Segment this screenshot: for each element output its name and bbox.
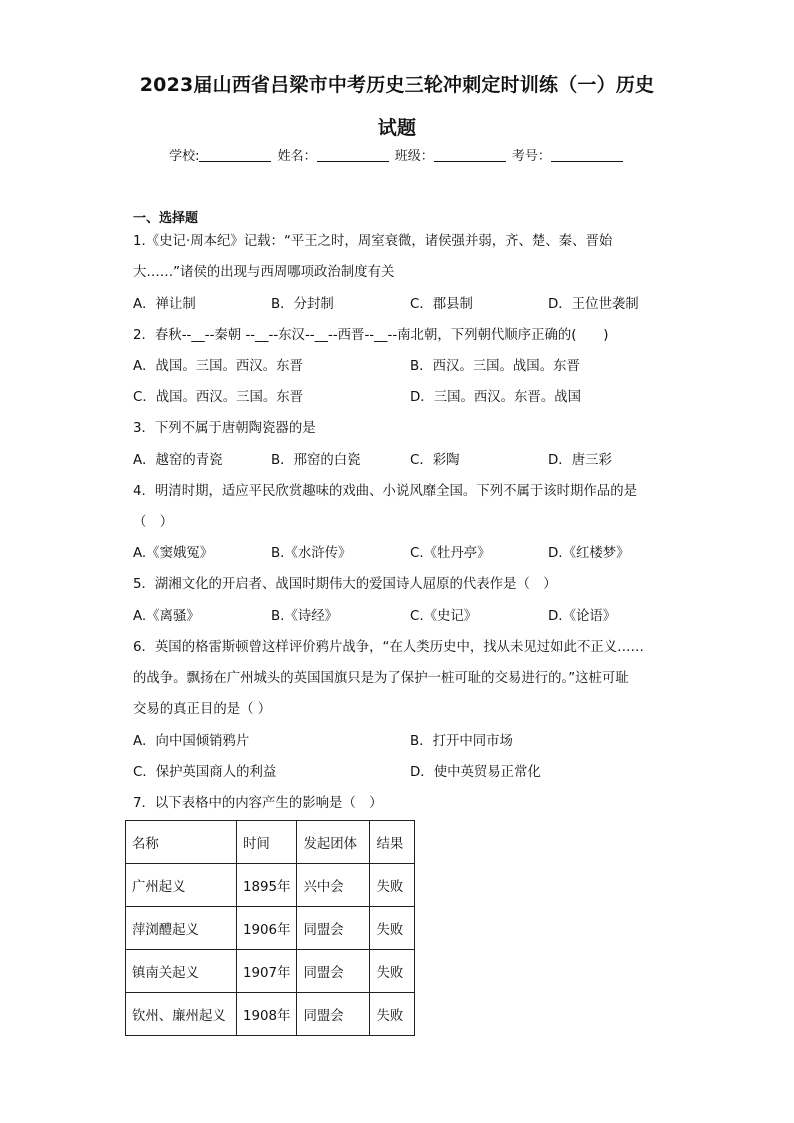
question-3-option-c: C．彩陶	[410, 453, 460, 468]
question-2-line-1: 2．春秋--__--秦朝 --__--东汉--__--西晋--__--南北朝，下列朝代顺序正确的( )	[133, 328, 609, 343]
table-cell: 同盟会	[297, 950, 370, 993]
question-1-option-c: C．郡县制	[410, 297, 473, 312]
question-6-line-1: 6．英国的格雷斯顿曾这样评价鸦片战争，“在人类历史中，找从未见过如此不正义……	[133, 640, 644, 655]
table-cell: 1907年	[237, 950, 297, 993]
exam-no-blank	[551, 147, 623, 162]
question-4-line-2: （ ）	[133, 515, 174, 530]
name-blank	[317, 147, 389, 162]
table-row	[126, 864, 415, 907]
table-cell: 失败	[370, 864, 415, 907]
question-4-option-b: B.《水浒传》	[271, 546, 352, 561]
question-6-option-d: D．使中英贸易正常化	[410, 765, 541, 780]
table-cell: 镇南关起义	[126, 950, 237, 993]
table-header-cell: 时间	[237, 821, 297, 864]
question-6-option-b: B．打开中同市场	[410, 734, 513, 749]
student-info-row	[0, 145, 794, 164]
table-header-cell: 发起团体	[297, 821, 370, 864]
class-label: 班级：	[394, 149, 434, 164]
question-3-option-d: D．唐三彩	[548, 453, 612, 468]
table-row	[126, 993, 415, 1036]
table-cell: 失败	[370, 993, 415, 1036]
table-cell: 1906年	[237, 907, 297, 950]
table-cell: 同盟会	[297, 993, 370, 1036]
table-cell: 萍浏醴起义	[126, 907, 237, 950]
question-4-option-c: C.《牡丹亭》	[410, 546, 491, 561]
question-2-option-d: D．三国。西汉。东晋。战国	[410, 390, 581, 405]
table-header-cell: 结果	[370, 821, 415, 864]
question-2-option-b: B．西汉。三国。战国。东晋	[410, 359, 580, 374]
table-cell: 同盟会	[297, 907, 370, 950]
question-7-line-1: 7．以下表格中的内容产生的影响是（ ）	[133, 796, 383, 811]
table-header-row	[126, 821, 415, 864]
exam-title-line1: 2023届山西省吕梁市中考历史三轮冲刺定时训练（一）历史	[139, 74, 655, 96]
question-1-line-2: 大……”诸侯的出现与西周哪项政治制度有关	[133, 265, 395, 280]
table-cell: 1895年	[237, 864, 297, 907]
question-5-option-b: B.《诗经》	[271, 609, 339, 624]
question-6-line-3: 交易的真正目的是（ ）	[133, 702, 272, 717]
question-3-line-1: 3．下列不属于唐朝陶瓷器的是	[133, 421, 316, 436]
question-1-line-1: 1.《史记·周本纪》记载：“平王之时，周室衰微，诸侯强并弱，齐、楚、秦、晋始	[133, 234, 613, 249]
question-3-option-b: B．邢窑的白瓷	[271, 453, 361, 468]
name-label: 姓名：	[277, 149, 317, 164]
table-cell: 失败	[370, 907, 415, 950]
question-3-option-a: A．越窑的青瓷	[133, 453, 223, 468]
section-heading: 一、选择题	[133, 211, 199, 226]
exam-title-line2: 试题	[377, 117, 417, 139]
question-4-line-1: 4．明清时期，适应平民欣赏趣味的戏曲、小说风靡全国。下列不属于该时期作品的是	[133, 484, 637, 499]
table-header-cell: 名称	[126, 821, 237, 864]
table-row	[126, 907, 415, 950]
question-4-option-d: D.《红楼梦》	[548, 546, 630, 561]
question-6-option-a: A．向中国倾销鸦片	[133, 734, 250, 749]
question-6-line-2: 的战争。飘扬在广州城头的英国国旗只是为了保护一桩可耻的交易进行的。”这桩可耻	[133, 671, 629, 686]
question-5-option-c: C.《史记》	[410, 609, 478, 624]
exam-no-label: 考号：	[511, 149, 551, 164]
question-2-option-c: C．战国。西汉。三国。东晋	[133, 390, 304, 405]
question-4-option-a: A.《窦娥冤》	[133, 546, 214, 561]
question-5-option-d: D.《论语》	[548, 609, 617, 624]
question-1-option-d: D．王位世袭制	[548, 297, 639, 312]
question-2-option-a: A．战国。三国。西汉。东晋	[133, 359, 303, 374]
question-5-option-a: A.《离骚》	[133, 609, 200, 624]
table-cell: 兴中会	[297, 864, 370, 907]
table-cell: 钦州、廉州起义	[126, 993, 237, 1036]
school-label: 学校:	[169, 149, 200, 164]
class-blank	[434, 147, 506, 162]
table-row	[126, 950, 415, 993]
table-cell: 失败	[370, 950, 415, 993]
table-cell: 广州起义	[126, 864, 237, 907]
question-1-option-b: B．分封制	[271, 297, 334, 312]
question-6-option-c: C．保护英国商人的利益	[133, 765, 277, 780]
question-5-line-1: 5．湖湘文化的开启者、战国时期伟大的爱国诗人屈原的代表作是（ ）	[133, 577, 557, 592]
table-cell: 1908年	[237, 993, 297, 1036]
school-blank	[199, 147, 271, 162]
question-1-option-a: A．禅让制	[133, 297, 196, 312]
uprisings-table	[125, 820, 415, 1036]
